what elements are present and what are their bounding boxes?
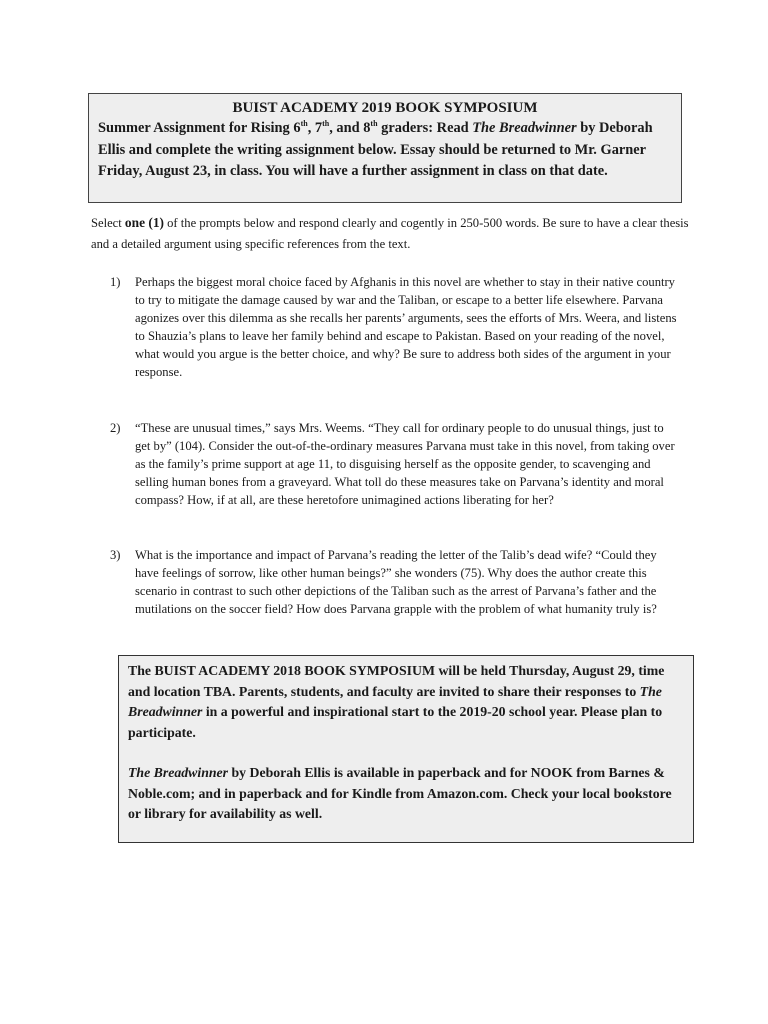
prompt-text: What is the importance and impact of Parvana’s reading the letter of the Talib’s dead wife? “Could they have feelings of sorrow, like other human beings?” she wonders (75). Why does the author create this scenario in contrast to such other depictions of the Taliban such as the arrest of Parvana’s father and the mutilations on the soccer field? How does Parvana grapple with the problem of what humanity truly is? [135,548,657,616]
ordinal-sup-6: th [300,119,308,129]
prompt-number: 3) [110,548,121,562]
event-text-b: in a powerful and inspirational start to the 2019-20 school year. Please plan to participate. [128,704,663,740]
prompt-text: “These are unusual times,” says Mrs. Weems. “They call for ordinary people to do unusual things, just to get by” (104). Consider the out-of-the-ordinary measures Parvana must take in this novel, from taking over as the family’s prime support at age 11, to disguising herself as the opposite gender, to scavenging and selling human bones from a graveyard. What toll do these measures take on Parvana’s identity and moral compass? How, if at all, are these heretofore unimagined actions liberating for her? [135,421,675,507]
prompt-item [110,419,680,509]
assignment-description [98,118,672,183]
assignment-text-e: by Deborah Ellis and complete the writing assignment below. Essay should be returned to Mr. Garner Friday, August 23, in class. You will have a further assignment in class on that date. [98,120,653,179]
book-title: The Breadwinner [128,683,662,719]
prompt-number: 1) [110,275,121,289]
assignment-text-d: graders: Read [377,120,473,136]
assignment-text-b: , 7 [307,120,323,136]
symposium-info-box [118,655,694,843]
assignment-header-box [88,93,682,203]
instructions-text-before: Select [91,216,125,230]
event-text-a: The BUIST ACADEMY 2018 BOOK SYMPOSIUM will be held Thursday, August 29, time and location TBA. Parents, students, and faculty are invited to share their responses to [128,663,665,699]
prompt-item [110,546,680,618]
assignment-text-c: , and 8 [329,120,371,136]
instructions-text-after: of the prompts below and respond clearly and cogently in 250-500 words. Be sure to have a clear thesis and a detailed argument using specific references from the text. [91,216,689,251]
book-title: The Breadwinner [128,765,229,780]
assignment-text-a: Summer Assignment for Rising 6 [98,120,301,136]
instructions-emphasis: one (1) [124,215,164,230]
ordinal-sup-8: th [370,119,378,129]
availability-text: by Deborah Ellis is available in paperback and for NOOK from Barnes & Noble.com; and in paperback and for Kindle from Amazon.com. Check your local bookstore or library for availability as well. [128,765,672,821]
symposium-title: BUIST ACADEMY 2019 BOOK SYMPOSIUM [232,100,538,116]
ordinal-sup-7: th [322,119,330,129]
prompt-number: 2) [110,421,121,435]
availability-paragraph [128,763,684,825]
book-title: The Breadwinner [472,120,577,136]
symposium-event-paragraph [128,661,684,743]
prompt-item [110,273,680,381]
instructions-paragraph [91,212,691,255]
prompt-text: Perhaps the biggest moral choice faced by Afghanis in this novel are whether to stay in their native country to try to mitigate the damage caused by war and the Taliban, or escape to a better life elsewhere. Parvana agonizes over this dilemma as she recalls her parents’ arguments, sees the efforts of Mrs. Weera, and listens to Shauzia’s plans to leave her family behind and escape to Pakistan. Based on your reading of the novel, what would you argue is the better choice, and why? Be sure to address both sides of the argument in your response. [135,275,677,379]
